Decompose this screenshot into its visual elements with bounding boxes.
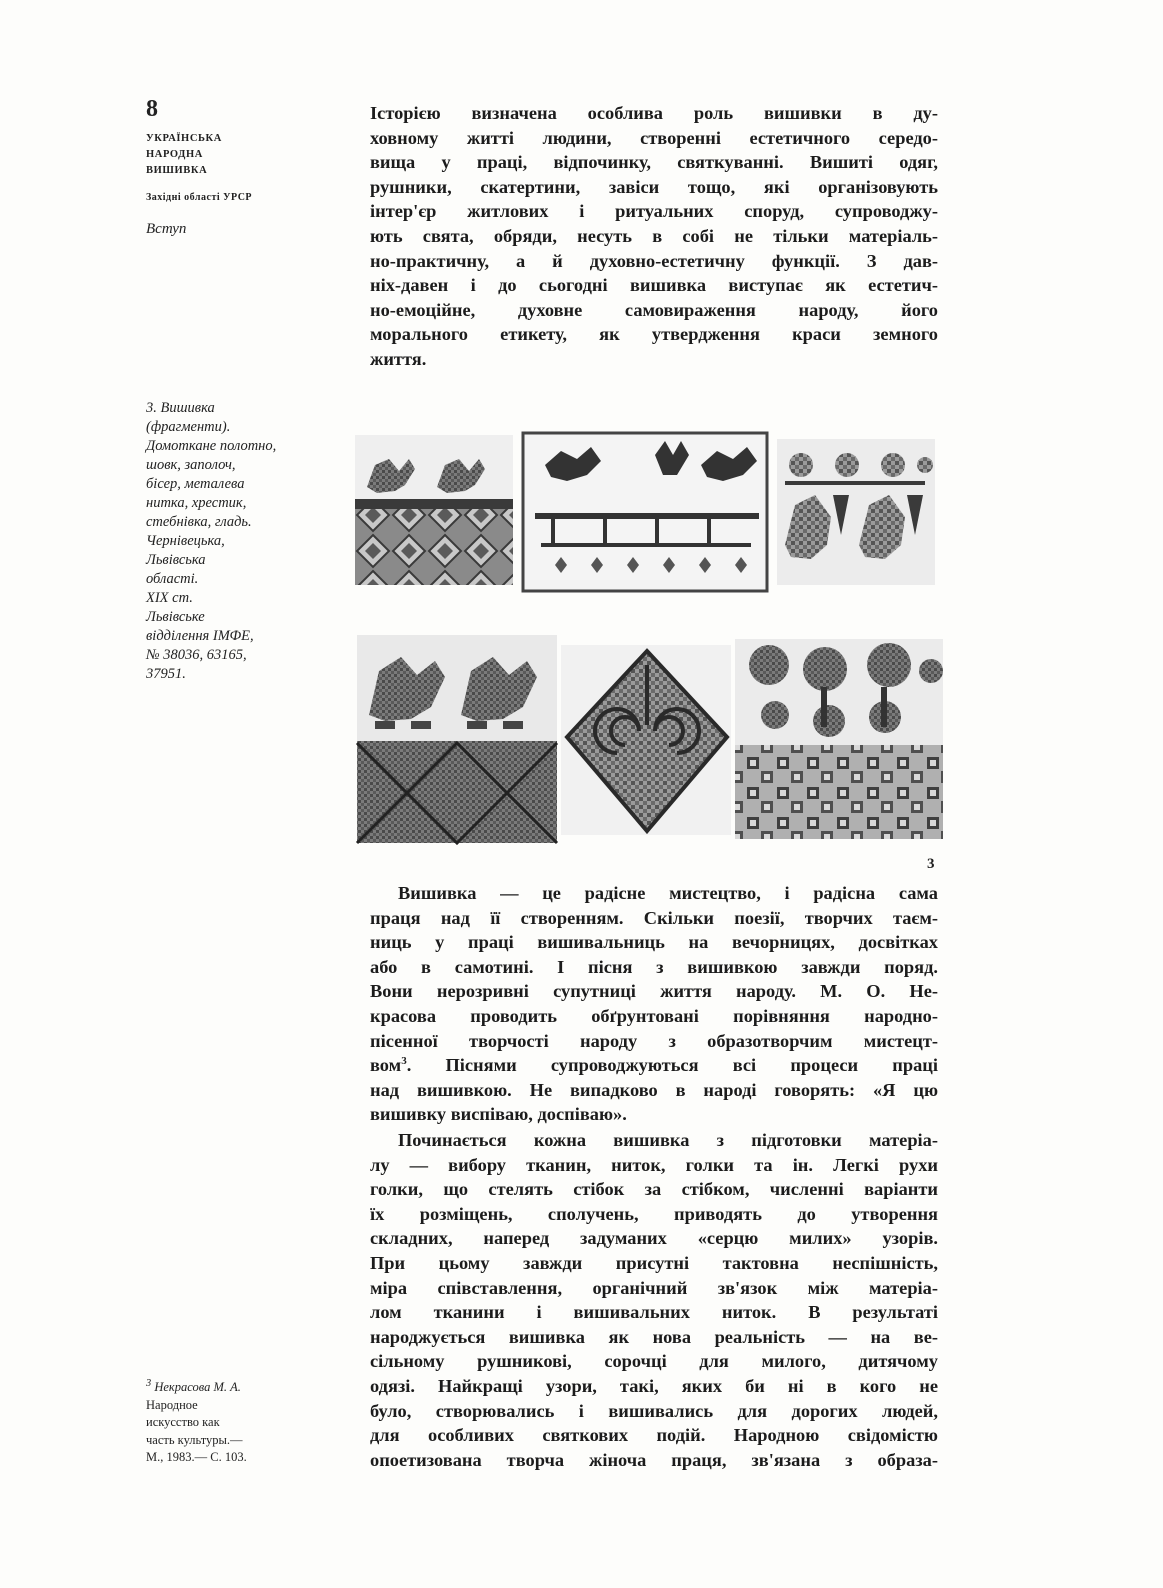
text-line: морального етикету, як утвердження краси земного bbox=[370, 324, 938, 345]
text-line: ють свята, обряди, несуть в собі не тільки матеріаль- bbox=[370, 225, 938, 246]
caption-line: XIX ст. bbox=[146, 590, 193, 606]
caption-line: Львівська bbox=[146, 552, 206, 568]
text-line: Вишивка — це радісне мистецтво, і радісна сама bbox=[398, 883, 938, 903]
text-line: но-практичну, а й духовно-естетичну функції. З дав- bbox=[370, 250, 938, 271]
text-line: рушники, скатертини, завіси тощо, які організовують bbox=[370, 176, 938, 197]
caption-line: Львівське bbox=[146, 609, 205, 625]
text-line: або в самотині. І пісня з вишивкою завжди поряд. bbox=[370, 956, 938, 977]
text-line: лу — вибору тканин, ниток, голки та ін. Легкі рухи bbox=[370, 1154, 938, 1175]
text-line: складних, наперед задуманих «серцю милих» узорів. bbox=[370, 1228, 938, 1249]
text-line: ховному житті людини, створенні естетичного середо- bbox=[370, 127, 938, 148]
footnote-author: Некрасова М. А. bbox=[154, 1380, 241, 1395]
caption-line: відділення ІМФЕ, bbox=[146, 628, 254, 644]
text-line: При цьому завжди присутні тактовна неспішність, bbox=[370, 1252, 938, 1273]
text-line: одязі. Найкращі узори, такі, яких би ні в кого не bbox=[370, 1375, 938, 1396]
text-line: міра співставлення, органічний зв'язок між матеріа- bbox=[370, 1277, 938, 1298]
book-subtitle: Західні області УРСР bbox=[146, 192, 253, 203]
caption-line: Чернівецька, bbox=[146, 533, 225, 549]
caption-line: нитка, хрестик, bbox=[146, 495, 247, 511]
text-line: красова проводить обґрунтовані порівняння народно- bbox=[370, 1005, 938, 1026]
caption-line: № 38036, 63165, bbox=[146, 647, 247, 663]
footnote-marker: 3 bbox=[146, 1378, 152, 1389]
footnote-ref: 3 bbox=[401, 1055, 407, 1068]
text-line: народжується вишивка як нова реальність — на ве- bbox=[370, 1326, 938, 1347]
figure-number: 3 bbox=[927, 856, 935, 872]
paragraph-process bbox=[370, 1128, 938, 1472]
text-line: Історією визначена особлива роль вишивки в ду- bbox=[370, 103, 938, 123]
text-line: пісенної творчості народу з образотворчим мистецт- bbox=[370, 1030, 938, 1051]
embroidery-figure bbox=[355, 425, 945, 845]
fragment-large-birds bbox=[357, 635, 557, 843]
text-line: Починається кожна вишивка з підготовки матеріа- bbox=[398, 1130, 938, 1150]
footnote-line: искусство как bbox=[146, 1415, 220, 1430]
caption-line: області. bbox=[146, 571, 199, 587]
page-number: 8 bbox=[146, 96, 158, 122]
paragraph-intro bbox=[370, 101, 938, 372]
text-fragment: вом bbox=[370, 1055, 402, 1076]
fragment-rosettes-stars bbox=[735, 639, 943, 839]
caption-line: Домоткане полотно, bbox=[146, 438, 277, 454]
text-fragment: . Піснями супроводжуються всі процеси праці bbox=[406, 1055, 938, 1076]
text-line: вища у праці, відпочинку, святкуванні. Вишиті одяг, bbox=[370, 152, 938, 173]
text-line: для особливих святкових подій. Народною свідомістю bbox=[370, 1425, 938, 1446]
book-title-line: УКРАЇНСЬКА bbox=[146, 133, 222, 144]
paragraph-joyful-art bbox=[370, 881, 938, 1127]
text-line: опоетизована творча жіноча праця, зв'язана з образа- bbox=[370, 1449, 938, 1470]
fragment-roosters-white bbox=[523, 433, 767, 591]
caption-line: стебнівка, гладь. bbox=[146, 514, 252, 530]
text-line: праця над її створенням. Скільки поезії, творчих таєм- bbox=[370, 907, 938, 928]
text-line: голки, що стелять стібок за стібком, численні варіанти bbox=[370, 1179, 938, 1200]
text-line: ніх-давен і до сьогодні вишивка виступає як естетич- bbox=[370, 275, 938, 296]
text-line: їх розміщень, сполучень, приводять до утворення bbox=[370, 1203, 938, 1224]
text-line-with-footnote bbox=[370, 1053, 938, 1078]
book-title bbox=[146, 131, 326, 179]
footnote bbox=[146, 1375, 336, 1467]
footnote-line: М., 1983.— С. 103. bbox=[146, 1450, 247, 1465]
caption-line: 3. Вишивка bbox=[146, 400, 215, 416]
fragment-birds-flowers bbox=[777, 439, 935, 585]
book-title-line: ВИШИВКА bbox=[146, 165, 208, 176]
caption-line: 37951. bbox=[146, 666, 186, 682]
text-line: вишивку виспіваю, доспіваю». bbox=[370, 1104, 627, 1125]
text-line: лом тканини і вишивальних ниток. В результаті bbox=[370, 1302, 938, 1323]
caption-line: бісер, металева bbox=[146, 476, 245, 492]
book-title-line: НАРОДНА bbox=[146, 149, 203, 160]
text-line: над вишивкою. Не випадково в народі говорять: «Я цю bbox=[370, 1079, 938, 1100]
section-title: Вступ bbox=[146, 221, 187, 237]
text-line: було, створювались і вишивались для дорогих людей, bbox=[370, 1400, 938, 1421]
text-line: но-емоційне, духовне самовираження народу, його bbox=[370, 299, 938, 320]
figure-caption bbox=[146, 399, 336, 684]
footnote-author-line bbox=[146, 1375, 336, 1397]
footnote-line: Народное bbox=[146, 1397, 198, 1412]
text-line: сільному рушникові, сорочці для милого, дитячому bbox=[370, 1351, 938, 1372]
text-line: Вони нерозривні супутниці життя народу. М. О. Не- bbox=[370, 981, 938, 1002]
caption-line: (фрагменти). bbox=[146, 419, 231, 435]
fragment-birds-diamonds bbox=[355, 435, 513, 585]
footnote-line: часть культуры.— bbox=[146, 1432, 243, 1447]
caption-line: шовк, заполоч, bbox=[146, 457, 236, 473]
text-line: ниць у праці вишивальниць на вечорницях, досвітках bbox=[370, 932, 938, 953]
fragment-spiral-diamond bbox=[561, 645, 731, 835]
text-line: життя. bbox=[370, 348, 427, 369]
text-line: інтер'єр житлових і ритуальних споруд, супроводжу- bbox=[370, 201, 938, 222]
